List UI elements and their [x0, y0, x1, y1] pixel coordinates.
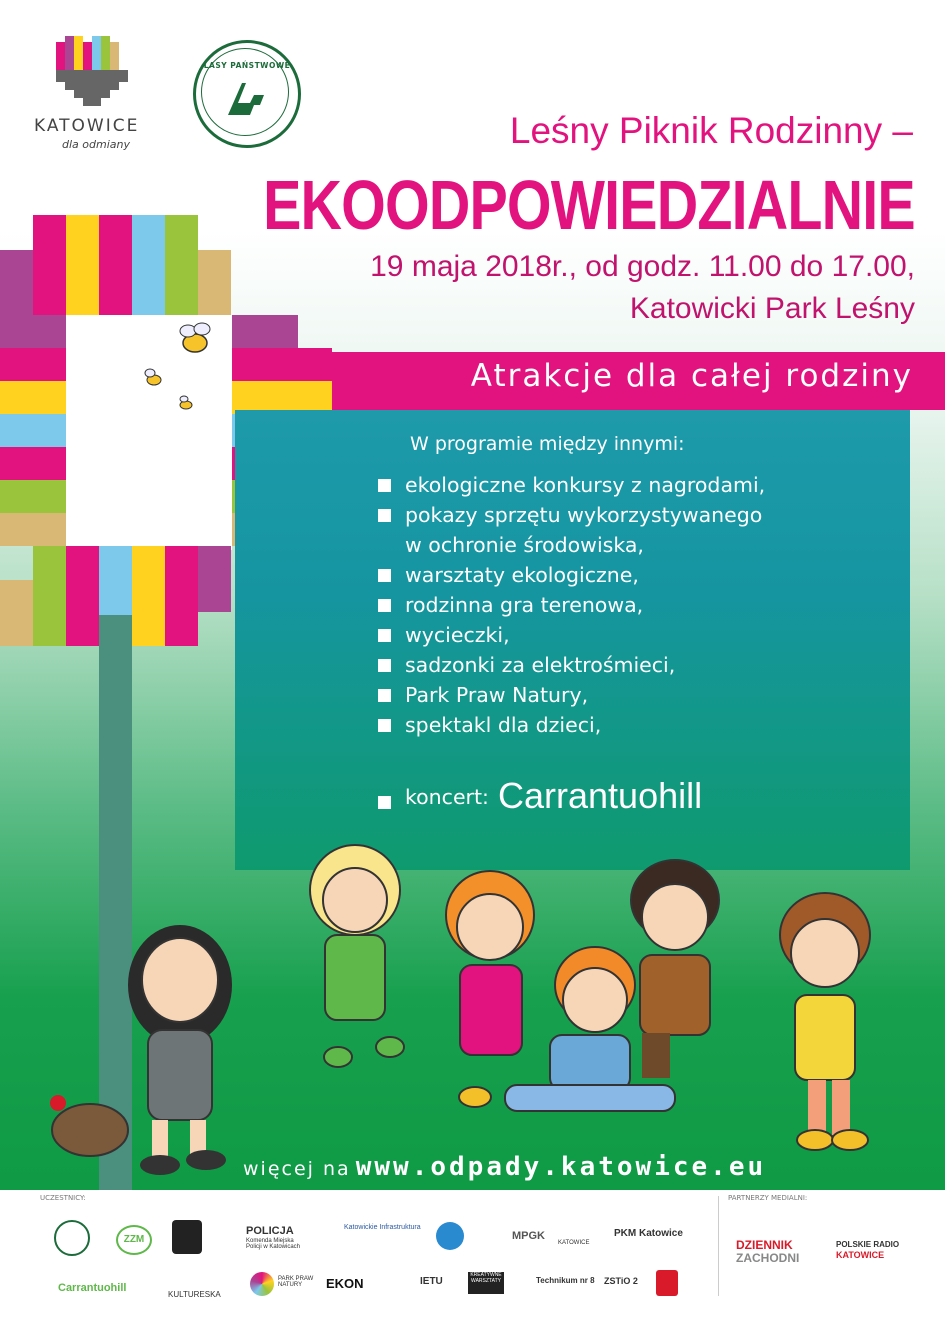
participants-label: UCZESTNICY:	[40, 1194, 86, 1202]
pkm-logo: PKM Katowice	[614, 1228, 683, 1239]
stripe	[198, 250, 231, 316]
stripe	[132, 215, 165, 315]
bullet-icon	[378, 796, 391, 809]
concert-band: Carrantuohill	[498, 775, 703, 816]
website-url[interactable]: www.odpady.katowice.eu	[355, 1152, 767, 1182]
program-list	[378, 470, 765, 740]
title-line1: Leśny Piknik Rodzinny –	[509, 110, 913, 151]
bullet-icon	[378, 479, 391, 492]
list-item: pokazy sprzętu wykorzystywanego	[378, 500, 765, 530]
stripe	[0, 580, 33, 646]
dziennik-logo: DZIENNIK	[736, 1238, 793, 1252]
stripe	[132, 546, 165, 646]
mpgk-logo: MPGK	[512, 1230, 545, 1242]
bullet-icon	[378, 719, 391, 732]
technikum-logo: Technikum nr 8	[536, 1276, 595, 1285]
stripe	[33, 215, 66, 315]
stripe	[0, 381, 66, 414]
attractions-band-label: Atrakcje dla całej rodziny	[470, 358, 913, 394]
stripe	[165, 546, 198, 646]
list-item: sadzonki za elektrośmieci,	[378, 650, 765, 680]
stripe	[232, 348, 332, 381]
bullet-icon	[378, 599, 391, 612]
stripe	[0, 513, 66, 546]
stripe	[0, 348, 66, 381]
polskie-radio-logo: POLSKIE RADIO	[836, 1240, 900, 1249]
stripe	[0, 315, 66, 348]
carrantuohill-logo: Carrantuohill	[58, 1282, 127, 1294]
attractions-band	[332, 352, 945, 410]
infrastruktura-logo: Katowickie Infrastruktura	[344, 1224, 421, 1231]
program-intro: W programie między innymi:	[410, 433, 685, 455]
katowice-logo-text: KATOWICE	[34, 116, 140, 136]
divider	[718, 1196, 719, 1296]
stripe	[66, 215, 99, 315]
stripe	[0, 250, 33, 316]
stripe	[0, 480, 66, 513]
event-place: Katowicki Park Leśny	[629, 292, 915, 325]
bullet-icon	[378, 629, 391, 642]
website-prefix: więcej na	[243, 1158, 351, 1180]
stripe	[33, 546, 66, 646]
stripe	[232, 315, 298, 348]
list-item: rodzinna gra terenowa,	[378, 590, 765, 620]
ekon-logo: EKON	[326, 1276, 364, 1291]
katowice-small-logo: KATOWICE	[558, 1240, 590, 1246]
kultureska-logo: KULTURESKA	[168, 1290, 221, 1299]
lasy-logo-text: LASY PAŃSTWOWE	[203, 61, 291, 70]
katowice-logo-tagline: dla odmiany	[62, 138, 130, 151]
list-item: ekologiczne konkursy z nagrodami,	[378, 470, 765, 500]
bullet-icon	[378, 509, 391, 522]
list-item-continuation: w ochronie środowiska,	[405, 533, 644, 557]
bullet-icon	[378, 689, 391, 702]
stripe	[165, 215, 198, 315]
park-praw-natury-logo: PARK PRAW NATURY	[278, 1276, 314, 1288]
children-illustration	[20, 835, 900, 1175]
ietu-logo: IETU	[420, 1276, 443, 1287]
stripe	[0, 447, 66, 480]
bees-illustration	[140, 315, 230, 415]
zachodni-logo: ZACHODNI	[736, 1251, 800, 1265]
zzm-logo: ZZM	[116, 1225, 152, 1255]
stripe	[66, 546, 99, 646]
kreatywne-logo: KREATYWNE WARSZTATY	[468, 1272, 504, 1294]
stripe	[198, 546, 231, 612]
stripe	[0, 414, 66, 447]
park-praw-natury-icon	[250, 1272, 274, 1296]
list-item: warsztaty ekologiczne,	[378, 560, 765, 590]
zstio-logo: ZSTiO 2	[604, 1276, 638, 1286]
lasy-panstwowe-logo	[193, 40, 301, 148]
footer	[0, 1190, 945, 1338]
media-label: PARTNERZY MEDIALNI:	[728, 1194, 808, 1202]
title-main: EKOODPOWIEDZIALNIE	[263, 166, 915, 244]
list-item: spektakl dla dzieci,	[378, 710, 765, 740]
policja-logo-sub: Komenda Miejska Policji w Katowicach	[246, 1238, 301, 1250]
lasy-small-logo	[54, 1220, 90, 1256]
list-item: Park Praw Natury,	[378, 680, 765, 710]
list-item: wycieczki,	[378, 620, 765, 650]
water-logo	[436, 1222, 464, 1250]
policja-logo: POLICJA	[246, 1225, 294, 1237]
stripe	[99, 215, 132, 315]
bullet-icon	[378, 659, 391, 672]
concert-label: koncert:	[405, 785, 489, 809]
bullet-icon	[378, 569, 391, 582]
event-date: 19 maja 2018r., od godz. 11.00 do 17.00,	[370, 250, 915, 283]
radio-katowice-logo: KATOWICE	[836, 1250, 885, 1260]
badge-logo	[172, 1220, 202, 1254]
website-line	[243, 1152, 766, 1182]
crest-logo	[656, 1270, 678, 1296]
